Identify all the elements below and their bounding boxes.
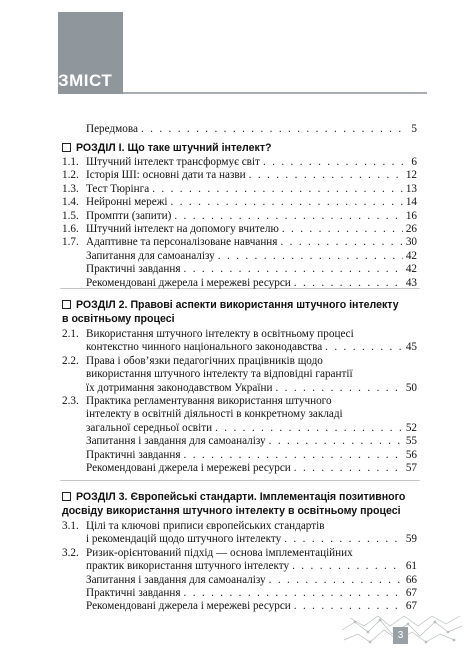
toc-entry-label: Адаптивне та персоналізоване навчання [86, 236, 278, 249]
dot-leader [152, 183, 403, 196]
toc-entry-page: 43 [405, 276, 417, 289]
toc-entry-label: використання штучного інтелекту та відповідні гарантії [86, 368, 353, 381]
toc-entry-page: 59 [405, 533, 417, 546]
dot-leader [269, 435, 403, 448]
dot-leader [218, 250, 403, 263]
section-title-continued: досвіду використання штучного інтелекту в освітньому процесі [62, 505, 401, 517]
section-divider [60, 480, 420, 481]
toc-entry-label: Цілі та ключові приписи європейських стандартів [86, 520, 325, 532]
toc-entry-page: 61 [405, 560, 417, 573]
header-rule [123, 92, 427, 94]
toc-entry-label: загальної середньої освіти [86, 421, 213, 434]
toc-entry-page: 16 [405, 209, 417, 222]
dot-leader [292, 560, 403, 573]
section-title: РОЗДІЛ 2. Правові аспекти використання штучного інтелекту [76, 299, 399, 311]
dot-leader [141, 123, 408, 136]
toc-entry-page: 66 [405, 573, 417, 586]
dot-leader [284, 533, 403, 546]
toc-entry-number: 3.1. [62, 520, 79, 532]
toc-entry-page: 67 [405, 587, 417, 599]
toc-entry-label: Історія ШІ: основні дати та назви [86, 169, 246, 182]
section-title: РОЗДІЛ 3. Європейські стандарти. Імплементація позитивного [76, 491, 406, 503]
toc-entry-page: 42 [405, 249, 417, 262]
toc-entry-label: Практичні завдання [86, 263, 181, 276]
section-title-continued: в освітньому процесі [62, 313, 175, 325]
toc-entry-number: 2.1. [62, 328, 79, 340]
toc-entry-number: 1.4. [62, 196, 79, 209]
dot-leader [184, 587, 403, 600]
toc-entry-number: 2.3. [62, 395, 79, 407]
dot-leader [294, 462, 403, 475]
toc-entry-number: 1.6. [62, 223, 79, 235]
toc-entry-page: 5 [411, 123, 417, 135]
toc-entry-page: 30 [405, 236, 417, 249]
dot-leader [171, 196, 403, 209]
toc-entry-number: 1.2. [62, 169, 79, 182]
toc-entry-label: Права і обов’язки педагогічних працівників щодо [86, 354, 323, 367]
toc-entry-label: Запитання і завдання для самоаналізу [86, 435, 266, 448]
section-title: РОЗДІЛ І. Що таке штучний інтелект? [76, 142, 272, 154]
toc-entry-label: їх дотримання законодавством України [86, 381, 273, 394]
toc-entry-label: Практичні завдання [86, 587, 181, 599]
dot-leader [174, 210, 402, 223]
toc-entry-label: контекстно чинного національного законодавства [86, 341, 323, 354]
toc-entry-page: 67 [405, 600, 417, 613]
toc-entry-page: 42 [405, 263, 417, 276]
dot-leader [325, 341, 403, 354]
toc-entry-page: 14 [405, 196, 417, 209]
toc-entry-page: 13 [405, 182, 417, 195]
toc-entry-number: 1.3. [62, 182, 79, 195]
toc-entry-number: 2.2. [62, 354, 79, 367]
dot-leader [263, 156, 408, 169]
toc-entry-page: 52 [405, 421, 417, 434]
toc-entry-label: Штучний інтелект трансформує світ [86, 156, 260, 168]
toc-entry-label: і рекомендацій щодо штучного інтелекту [86, 533, 282, 546]
toc-entry-label: Рекомендовані джерела і мережеві ресурси [86, 276, 291, 289]
toc-entry-label: Практика регламентування використання штучного [86, 395, 332, 407]
toc-entry-label: Практичні завдання [86, 448, 181, 461]
toc-entry-label: Передмова [86, 123, 138, 135]
toc-entry-page: 12 [405, 169, 417, 182]
dot-leader [282, 223, 403, 236]
toc-entry-page: 50 [405, 381, 417, 394]
dot-leader [275, 382, 402, 395]
checkbox-icon [62, 143, 71, 152]
toc-entry-page: 26 [405, 223, 417, 235]
toc-entry-label: Рекомендовані джерела і мережеві ресурси [86, 600, 291, 613]
dot-leader [249, 169, 403, 182]
dot-leader [269, 574, 403, 587]
page-title: ЗМІСТ [58, 71, 113, 90]
page-number: 3 [393, 627, 408, 644]
toc-entry-label: Штучний інтелект на допомогу вчителю [86, 223, 279, 235]
toc-entry-label: Запитання і завдання для самоаналізу [86, 573, 266, 586]
dot-leader [294, 277, 403, 290]
toc-entry-number: 3.2. [62, 546, 79, 559]
toc-entry-label: Промпти (запити) [86, 209, 172, 222]
toc-entry-label: Запитання для самоаналізу [86, 249, 215, 262]
toc-entry-number: 1.5. [62, 209, 79, 222]
dot-leader [184, 263, 403, 276]
toc-entry-label: інтелекту в освітній діяльності в конкретному закладі [86, 408, 343, 421]
toc-entry-page: 55 [405, 435, 417, 448]
toc-entry-page: 6 [411, 156, 417, 168]
checkbox-icon [62, 492, 71, 501]
toc-entry-label: Нейронні мережі [86, 196, 168, 209]
toc-entry-label: Ризик-орієнтований підхід — основа імплементаційних [86, 546, 353, 559]
toc-entry-label: Рекомендовані джерела і мережеві ресурси [86, 462, 291, 474]
toc-entry-label: Тест Тюрінга [86, 182, 150, 195]
toc-entry-label: практик використання штучного інтелекту [86, 560, 290, 573]
checkbox-icon [62, 300, 71, 309]
toc-entry-number: 1.1. [62, 156, 79, 168]
dot-leader [280, 236, 402, 249]
toc-entry-page: 45 [405, 341, 417, 354]
toc-entry-label: Використання штучного інтелекту в освітньому процесі [86, 328, 354, 340]
dot-leader [215, 422, 403, 435]
toc-entry-number: 1.7. [62, 236, 79, 249]
toc-entry-page: 57 [405, 462, 417, 474]
toc-entry-page: 56 [405, 448, 417, 461]
dot-leader [184, 449, 403, 462]
